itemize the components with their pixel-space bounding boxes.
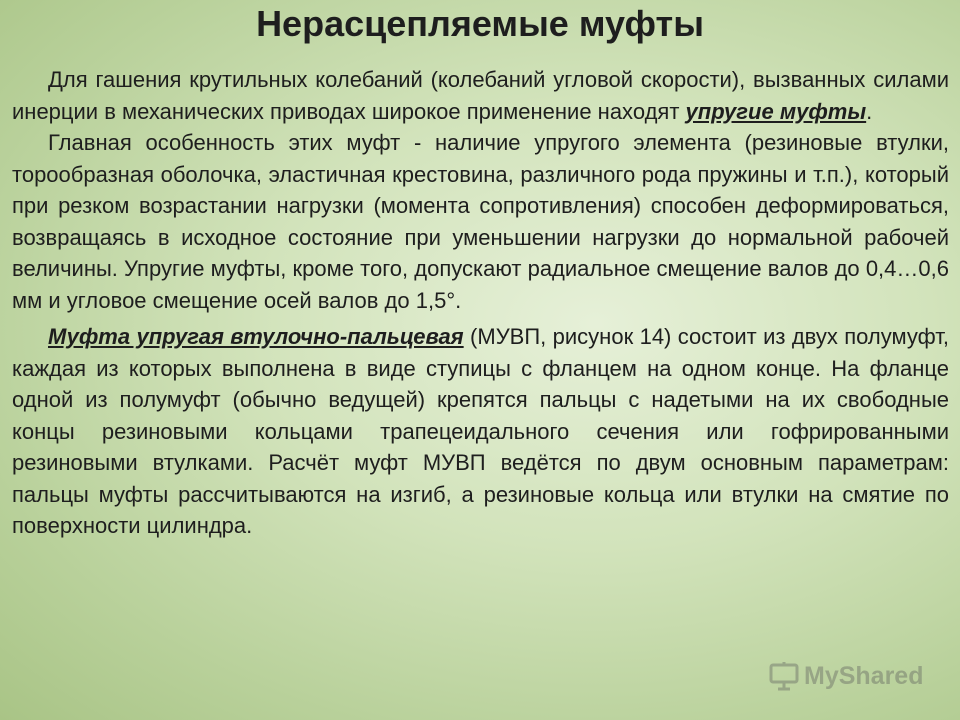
paragraph-main-feature: Главная особенность этих муфт - наличие упругого элемента (резиновые втулки, торообразная оболочка, эластичная крестовина, различного рода пружины и т.п.), который при резком возрастании нагрузки (момента сопротивления) способен деформироваться, возвращаясь в исходное состояние при уменьшении нагрузки до нормальной рабочей величины. Упругие муфты, кроме того, допускают радиальное смещение валов до 0,4…0,6 мм и угловое смещение осей валов до 1,5°. — [12, 130, 949, 313]
paragraph-1-end: . — [866, 98, 873, 124]
term-muvp-coupling: Муфта упругая втулочно-пальцевая — [48, 324, 464, 349]
paragraph-elastic-couplings-intro — [12, 64, 949, 127]
paragraph-muvp — [12, 321, 949, 542]
slide-title: Нерасцепляемые муфты — [256, 3, 704, 44]
term-elastic-couplings: упругие муфты — [685, 98, 867, 124]
watermark-logo — [768, 656, 923, 696]
paragraph-3-text: (МУВП, рисунок 14) состоит из двух полумуфт, каждая из которых выполнена в виде ступицы с фланцем на одном конце. На фланце одной из полумуфт (обычно ведущей) крепятся пальцы с надетыми на их свободные концы резиновыми кольцами трапецеидального сечения или гофрированными резиновыми втулками. Расчёт муфт МУВП ведётся по двум основным параметрам: пальцы муфты рассчитываются на изгиб, а резиновые кольца или втулки на смятие по поверхности цилиндра. — [12, 324, 950, 538]
presentation-board-icon — [768, 660, 800, 692]
watermark-text: MyShared — [804, 661, 924, 690]
paragraph-1-text: Для гашения крутильных колебаний (колебаний угловой скорости), вызванных силами инерции в механических приводах широкое применение находят — [12, 67, 949, 124]
body-text — [12, 64, 949, 542]
